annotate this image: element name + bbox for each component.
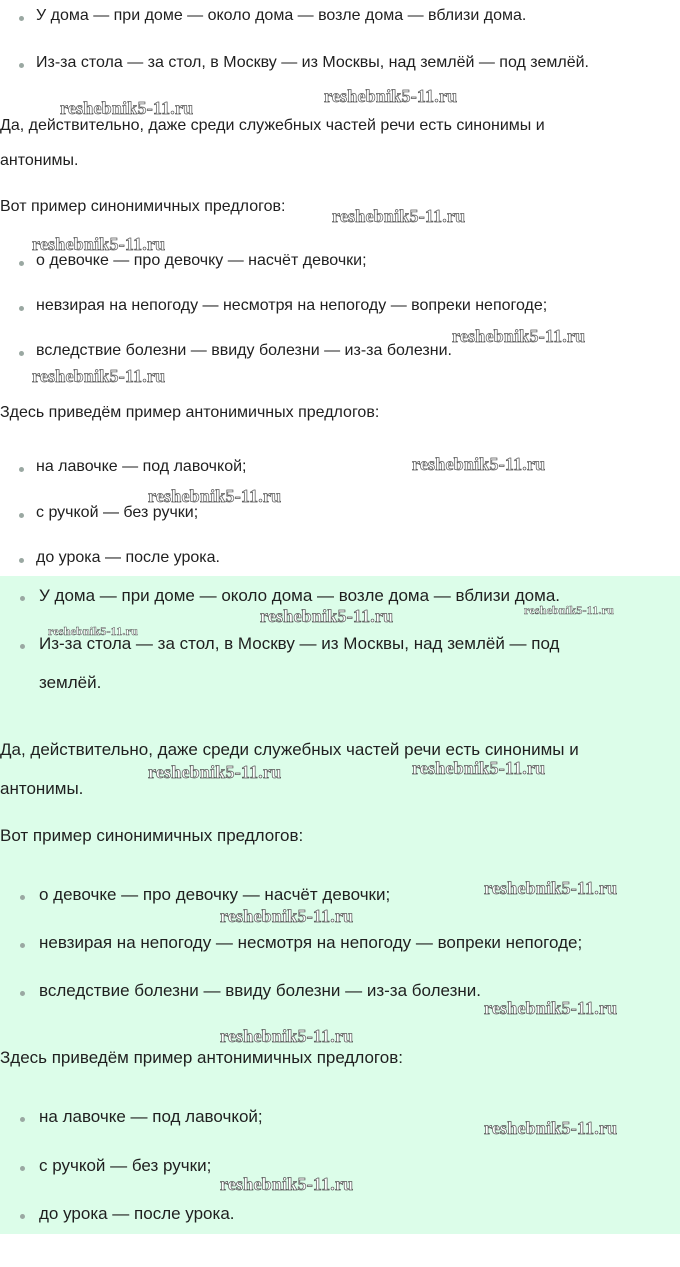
list-item: Из-за стола — за стол, в Москву — из Москвы, над землёй — под	[39, 634, 560, 653]
watermark: reshebnik5-11.ru	[148, 486, 282, 506]
list-item: с ручкой — без ручки;	[36, 504, 199, 521]
watermark: reshebnik5-11.ru	[412, 454, 546, 474]
watermark: reshebnik5-11.ru	[324, 86, 458, 106]
watermark: reshebnik5-11.ru	[32, 366, 166, 386]
watermark: reshebnik5-11.ru	[524, 603, 614, 617]
watermark: reshebnik5-11.ru	[484, 1118, 618, 1138]
list-item: У дома — при доме — около дома — возле дома — вблизи дома.	[36, 7, 527, 24]
list-item: вследствие болезни — ввиду болезни — из-за болезни.	[39, 981, 481, 1000]
list-item: невзирая на непогоду — несмотря на непогоду — вопреки непогоде;	[36, 297, 548, 314]
watermark: reshebnik5-11.ru	[332, 206, 466, 226]
watermark: reshebnik5-11.ru	[220, 1026, 354, 1046]
list-item: У дома — при доме — около дома — возле дома — вблизи дома.	[39, 586, 560, 605]
list-item: о девочке — про девочку — насчёт девочки;	[36, 252, 367, 269]
paragraph-line: антонимы.	[0, 779, 84, 798]
list-item: с ручкой — без ручки;	[39, 1156, 212, 1175]
paragraph: Вот пример синонимичных предлогов:	[0, 826, 304, 845]
watermark: reshebnik5-11.ru	[148, 762, 282, 782]
watermark: reshebnik5-11.ru	[260, 606, 394, 626]
list-item: на лавочке — под лавочкой;	[39, 1107, 263, 1126]
paragraph-line: антонимы.	[0, 152, 79, 169]
paragraph: Здесь приведём пример антонимичных предлогов:	[0, 1048, 403, 1067]
watermark: reshebnik5-11.ru	[48, 624, 138, 638]
list-item: на лавочке — под лавочкой;	[36, 458, 247, 475]
watermark: reshebnik5-11.ru	[452, 326, 586, 346]
paragraph-line: Да, действительно, даже среди служебных частей речи есть синонимы и	[0, 117, 545, 134]
list-item: до урока — после урока.	[36, 549, 220, 566]
watermark: reshebnik5-11.ru	[484, 878, 618, 898]
paragraph: Вот пример синонимичных предлогов:	[0, 198, 286, 215]
list-item: до урока — после урока.	[39, 1204, 235, 1223]
watermark: reshebnik5-11.ru	[412, 758, 546, 778]
list-item: Из-за стола — за стол, в Москву — из Москвы, над землёй — под землёй.	[36, 54, 589, 71]
watermark: reshebnik5-11.ru	[220, 906, 354, 926]
paragraph: Здесь приведём пример антонимичных предлогов:	[0, 404, 380, 421]
list-item: невзирая на непогоду — несмотря на непогоду — вопреки непогоде;	[39, 933, 583, 952]
watermark: reshebnik5-11.ru	[60, 98, 194, 118]
watermark: reshebnik5-11.ru	[220, 1174, 354, 1194]
list-item: вследствие болезни — ввиду болезни — из-за болезни.	[36, 342, 452, 359]
list-item: о девочке — про девочку — насчёт девочки;	[39, 885, 391, 904]
paragraph-line: Да, действительно, даже среди служебных частей речи есть синонимы и	[0, 740, 579, 759]
list-item-continuation: землёй.	[39, 673, 102, 692]
watermark: reshebnik5-11.ru	[32, 234, 166, 254]
watermark: reshebnik5-11.ru	[484, 998, 618, 1018]
